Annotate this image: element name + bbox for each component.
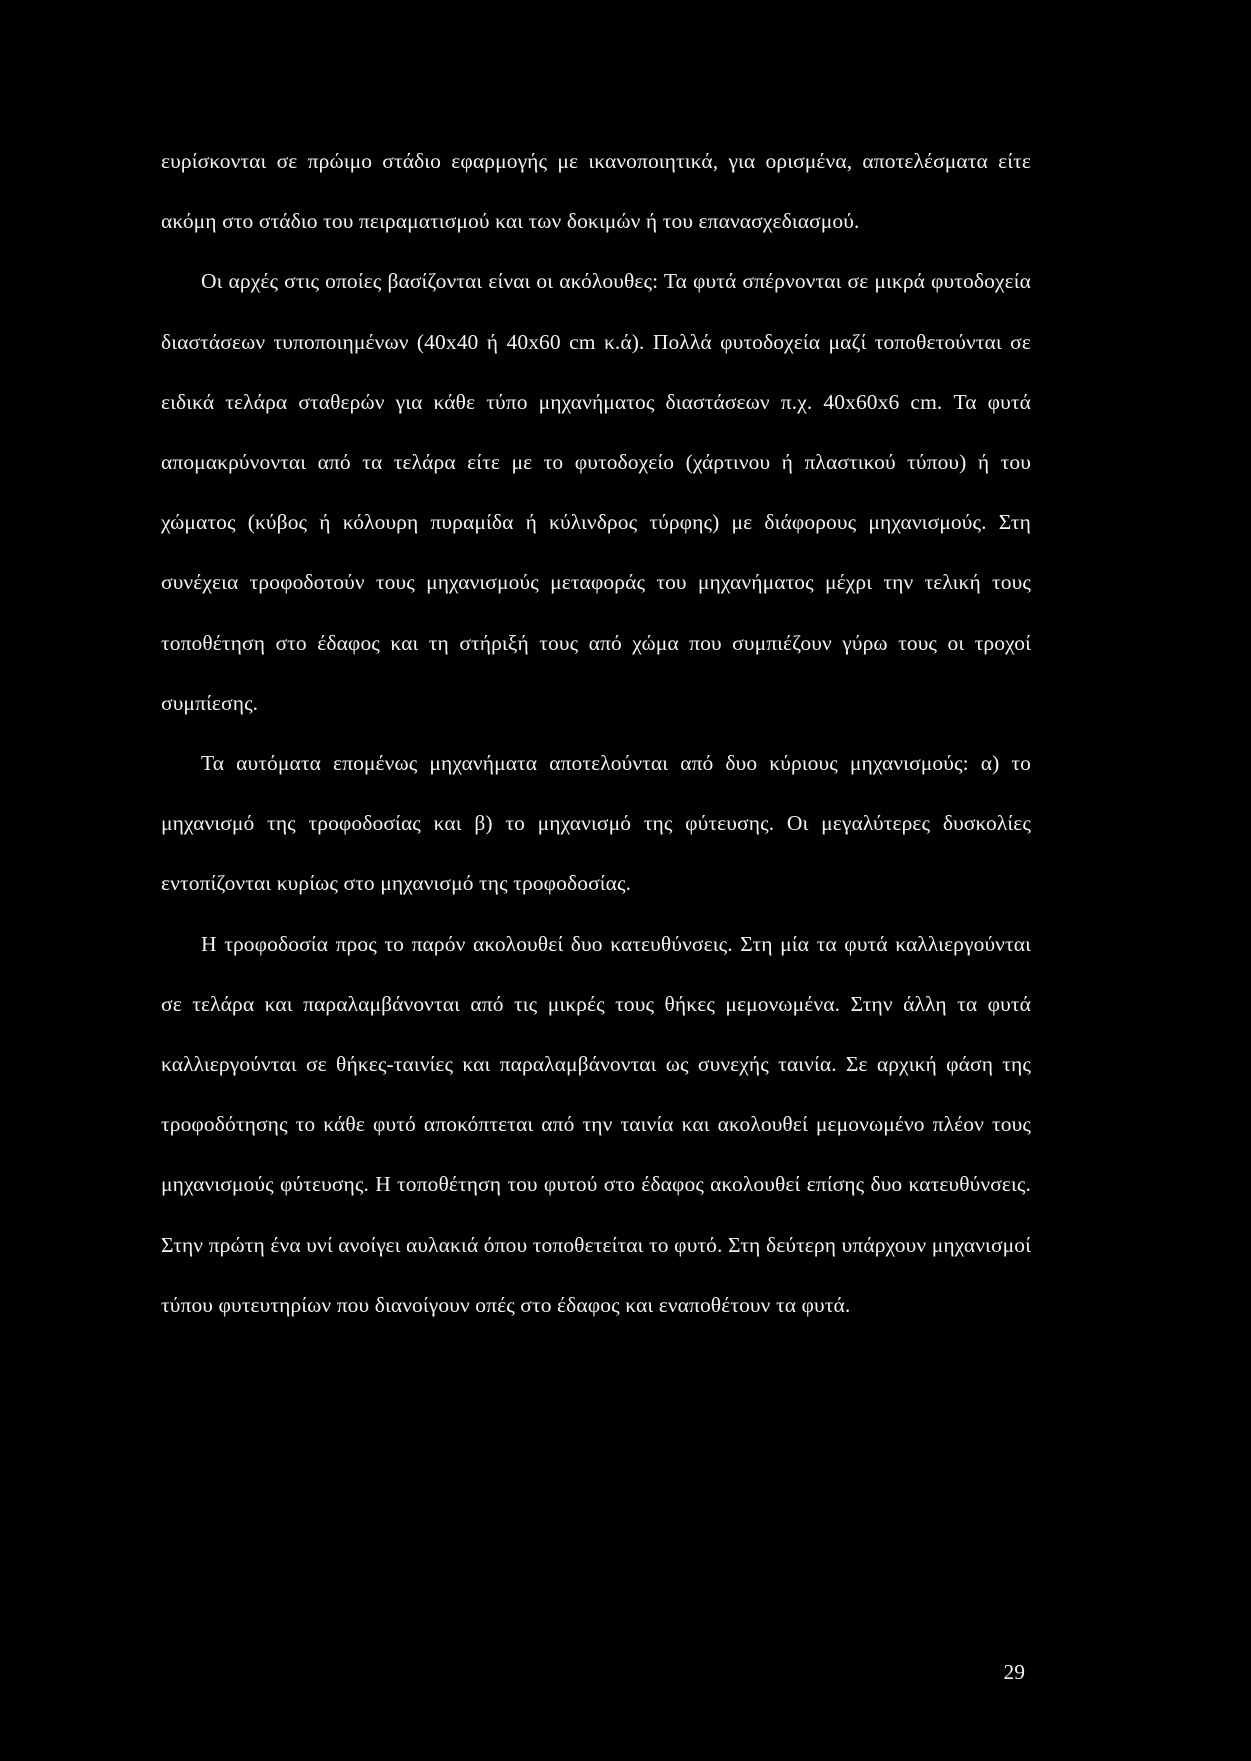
paragraph-mechanisms: Τα αυτόματα επομένως μηχανήματα αποτελούνται από δυο κύριους μηχανισμούς: α) το μηχανισμό της τροφοδοσίας και β) το μηχανισμό της φύτευσης. Οι μεγαλύτερες δυσκολίες εντοπίζονται κυρίως στο μηχανισμό της τροφοδοσίας.: [161, 751, 1031, 896]
body-text: [161, 131, 1031, 1335]
page-number: 29: [1003, 1660, 1025, 1684]
paragraph-feeding: Η τροφοδοσία προς το παρόν ακολουθεί δυο κατευθύνσεις. Στη μία τα φυτά καλλιεργούνται σε τελάρα και παραλαμβάνονται από τις μικρές τους θήκες μεμονωμένα. Στην άλλη τα φυτά καλλιεργούνται σε θήκες-ταινίες και παραλαμβάνονται ως συνεχής ταινία. Σε αρχική φάση της τροφοδότησης το κάθε φυτό αποκόπτεται από την ταινία και ακολουθεί μεμονωμένο πλέον τους μηχανισμούς φύτευσης. Η τοποθέτηση του φυτού στο έδαφος ακολουθεί επίσης δυο κατευθύνσεις. Στην πρώτη ένα υνί ανοίγει αυλακιά όπου τοποθετείται το φυτό. Στη δεύτερη υπάρχουν μηχανισμοί τύπου φυτευτηρίων που διανοίγουν οπές στο έδαφος και εναποθέτουν τα φυτά.: [161, 931, 1031, 1317]
paragraph-principles: Οι αρχές στις οποίες βασίζονται είναι οι ακόλουθες: Τα φυτά σπέρνονται σε μικρά φυτοδοχεία διαστάσεων τυποποιημένων (40x40 ή 40x60 cm κ.ά). Πολλά φυτοδοχεία μαζί τοποθετούνται σε ειδικά τελάρα σταθερών για κάθε τύπο μηχανήματος διαστάσεων π.χ. 40x60x6 cm. Τα φυτά απομακρύνονται από τα τελάρα είτε με το φυτοδοχείο (χάρτινου ή πλαστικού τύπου) ή του χώματος (κύβος ή κόλουρη πυραμίδα ή κύλινδρος τύρφης) με διάφορους μηχανισμούς. Στη συνέχεια τροφοδοτούν τους μηχανισμούς μεταφοράς του μηχανήματος μέχρι την τελική τους τοποθέτηση στο έδαφος και τη στήριξή τους από χώμα που συμπιέζουν γύρω τους οι τροχοί συμπίεσης.: [161, 269, 1031, 715]
paragraph-continuation: ευρίσκονται σε πρώιμο στάδιο εφαρμογής με ικανοποιητικά, για ορισμένα, αποτελέσματα είτε ακόμη στο στάδιο του πειραματισμού και των δοκιμών ή του επανασχεδιασμού.: [161, 149, 1031, 234]
